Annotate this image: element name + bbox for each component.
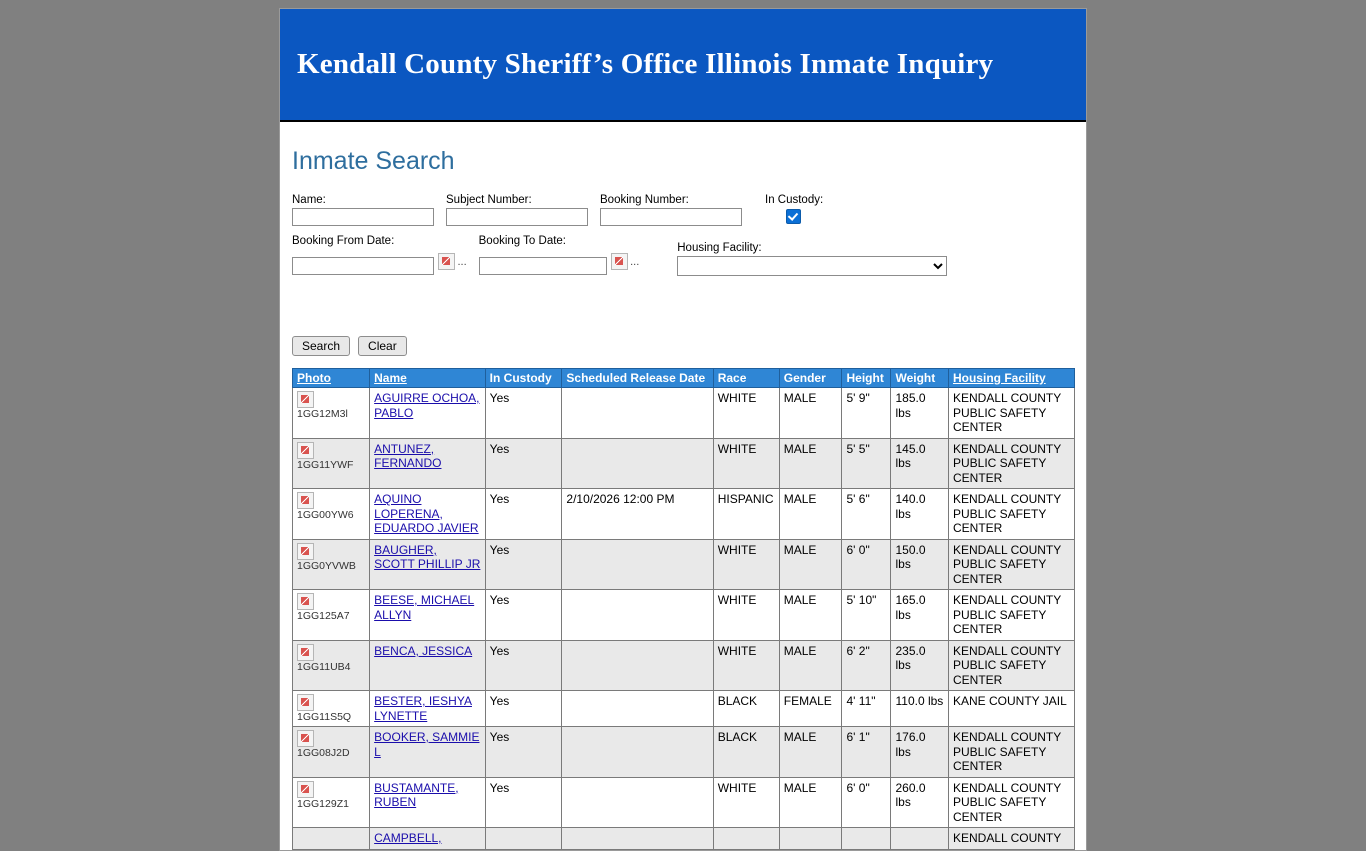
cell-weight: 165.0 lbs: [891, 590, 949, 641]
inmate-name-link[interactable]: AQUINO LOPERENA, EDUARDO JAVIER: [374, 492, 479, 535]
cell-release-date: [562, 777, 713, 828]
table-row: [293, 489, 1075, 540]
booking-from-date-label: Booking From Date:: [292, 235, 395, 247]
cell-photo: [293, 438, 370, 489]
booking-from-date-input[interactable]: [292, 257, 434, 275]
cell-name: [370, 438, 486, 489]
cell-facility: KENDALL COUNTY PUBLIC SAFETY CENTER: [948, 590, 1074, 641]
cell-race: HISPANIC: [713, 489, 779, 540]
cell-gender: MALE: [779, 777, 842, 828]
cell-height: 5' 9": [842, 388, 891, 439]
cell-weight: 145.0 lbs: [891, 438, 949, 489]
column-header-photo-label[interactable]: Photo: [297, 371, 331, 385]
cell-race: BLACK: [713, 691, 779, 727]
broken-image-alt-from: ...: [457, 255, 467, 268]
booking-number-field-group: [600, 194, 742, 226]
cell-height: 5' 6": [842, 489, 891, 540]
cell-name: [370, 828, 486, 850]
inmate-results-table: [292, 368, 1075, 850]
cell-release-date: [562, 727, 713, 778]
column-header-height-label: Height: [846, 371, 884, 385]
cell-height: 6' 0": [842, 777, 891, 828]
table-row: [293, 727, 1075, 778]
cell-height: 5' 10": [842, 590, 891, 641]
booking-to-date-input[interactable]: [479, 257, 607, 275]
cell-facility: KENDALL COUNTY PUBLIC SAFETY CENTER: [948, 539, 1074, 590]
name-label: Name:: [292, 194, 326, 206]
cell-gender: MALE: [779, 438, 842, 489]
subject-number-field-group: [446, 194, 588, 226]
cell-release-date: [562, 388, 713, 439]
cell-in-custody: Yes: [485, 388, 562, 439]
cell-photo: [293, 489, 370, 540]
broken-image-icon: [297, 391, 314, 408]
in-custody-label: In Custody:: [765, 194, 824, 206]
column-header-weight-label: Weight: [895, 371, 936, 385]
inmate-name-link[interactable]: BESTER, IESHYA LYNETTE: [374, 694, 472, 723]
cell-gender: MALE: [779, 590, 842, 641]
in-custody-checkbox[interactable]: [786, 209, 801, 224]
cell-photo: [293, 539, 370, 590]
cell-race: BLACK: [713, 727, 779, 778]
booking-number-label: Booking Number:: [600, 194, 689, 206]
column-header-race-label: Race: [717, 371, 747, 385]
cell-name: [370, 489, 486, 540]
cell-height: 6' 1": [842, 727, 891, 778]
inmate-photo-broken: [297, 442, 365, 471]
inmate-photo-broken: [297, 593, 365, 622]
cell-name: [370, 777, 486, 828]
inmate-photo-broken: [297, 543, 365, 572]
column-header-name[interactable]: [370, 369, 486, 388]
cell-gender: FEMALE: [779, 691, 842, 727]
cell-in-custody: Yes: [485, 640, 562, 691]
cell-name: [370, 539, 486, 590]
inmate-name-link[interactable]: BOOKER, SAMMIE L: [374, 730, 480, 759]
cell-gender: MALE: [779, 539, 842, 590]
photo-alt-text: 1GG129Z1: [297, 797, 349, 810]
table-header-row: [293, 369, 1075, 388]
inmate-name-link[interactable]: BUSTAMANTE, RUBEN: [374, 780, 459, 809]
inmate-name-link[interactable]: BENCA, JESSICA: [374, 643, 473, 658]
search-form-row-2: [292, 235, 1074, 324]
column-header-gender-label: Gender: [783, 371, 826, 385]
site-banner: [280, 9, 1086, 122]
table-row: [293, 691, 1075, 727]
cell-gender: MALE: [779, 727, 842, 778]
inmate-name-link[interactable]: BEESE, MICHAEL ALLYN: [374, 593, 475, 622]
column-header-race[interactable]: [713, 369, 779, 388]
inmate-photo-broken: [297, 391, 365, 420]
clear-button[interactable]: Clear: [358, 336, 407, 356]
name-input[interactable]: [292, 208, 434, 226]
cell-release-date: [562, 828, 713, 850]
cell-photo: [293, 828, 370, 850]
photo-alt-text: 1GG11UB4: [297, 660, 351, 673]
booking-to-date-label: Booking To Date:: [478, 235, 566, 247]
cell-in-custody: Yes: [485, 489, 562, 540]
table-row: [293, 828, 1075, 850]
inmate-photo-broken: [297, 781, 365, 810]
column-header-height[interactable]: [842, 369, 891, 388]
cell-gender: MALE: [779, 640, 842, 691]
cell-photo: [293, 691, 370, 727]
cell-release-date: [562, 691, 713, 727]
search-button[interactable]: Search: [292, 336, 350, 356]
table-row: [293, 777, 1075, 828]
column-header-gender[interactable]: [779, 369, 842, 388]
cell-facility: KANE COUNTY JAIL: [948, 691, 1074, 727]
inmate-name-link[interactable]: CAMPBELL,: [374, 831, 442, 845]
cell-height: [842, 828, 891, 850]
column-header-in-custody[interactable]: [485, 369, 562, 388]
cell-height: 6' 0": [842, 539, 891, 590]
name-field-group: [292, 194, 434, 226]
cell-gender: MALE: [779, 388, 842, 439]
photo-alt-text: 1GG11S5Q: [297, 711, 352, 723]
page-title: Kendall County Sheriff’s Office Illinois Inmate Inquiry: [297, 48, 994, 80]
column-header-release-label: Scheduled Release Date: [566, 371, 706, 385]
column-header-in-custody-label: In Custody: [489, 371, 552, 385]
table-row: [293, 590, 1075, 641]
housing-facility-select[interactable]: [677, 256, 947, 276]
cell-in-custody: Yes: [485, 539, 562, 590]
inmate-name-link[interactable]: AGUIRRE OCHOA, PABLO: [374, 391, 480, 420]
broken-image-icon: [297, 492, 314, 509]
cell-weight: 235.0 lbs: [891, 640, 949, 691]
broken-image-icon: [297, 543, 314, 560]
cell-facility: KENDALL COUNTY PUBLIC SAFETY CENTER: [948, 388, 1074, 439]
cell-photo: [293, 388, 370, 439]
cell-photo: [293, 777, 370, 828]
booking-number-input[interactable]: [600, 208, 742, 226]
cell-release-date: [562, 539, 713, 590]
photo-alt-text: 1GG12M3l: [297, 408, 348, 420]
table-row: [293, 640, 1075, 691]
cell-in-custody: Yes: [485, 727, 562, 778]
calendar-icon-to[interactable]: [611, 253, 639, 270]
cell-weight: 176.0 lbs: [891, 727, 949, 778]
housing-facility-group: [677, 242, 947, 324]
cell-in-custody: [485, 828, 562, 850]
cell-name: [370, 691, 486, 727]
cell-race: WHITE: [713, 777, 779, 828]
inmate-photo-broken: [297, 492, 365, 521]
cell-release-date: 2/10/2026 12:00 PM: [562, 489, 713, 540]
table-row: [293, 438, 1075, 489]
cell-name: [370, 727, 486, 778]
cell-facility: KENDALL COUNTY PUBLIC SAFETY CENTER: [948, 438, 1074, 489]
cell-photo: [293, 640, 370, 691]
cell-weight: 140.0 lbs: [891, 489, 949, 540]
broken-image-icon: [297, 781, 314, 798]
subject-number-input[interactable]: [446, 208, 588, 226]
cell-photo: [293, 590, 370, 641]
cell-race: [713, 828, 779, 850]
cell-weight: 150.0 lbs: [891, 539, 949, 590]
calendar-icon-from[interactable]: [438, 253, 466, 270]
broken-image-icon: [297, 593, 314, 610]
cell-in-custody: Yes: [485, 590, 562, 641]
booking-from-date-group: [292, 235, 467, 275]
cell-gender: MALE: [779, 489, 842, 540]
photo-alt-text: 1GG08J2D: [297, 747, 350, 759]
cell-release-date: [562, 590, 713, 641]
cell-release-date: [562, 640, 713, 691]
cell-gender: [779, 828, 842, 850]
cell-facility: KENDALL COUNTY PUBLIC SAFETY CENTER: [948, 640, 1074, 691]
cell-in-custody: Yes: [485, 691, 562, 727]
cell-height: 4' 11": [842, 691, 891, 727]
cell-facility: KENDALL COUNTY: [948, 828, 1074, 850]
cell-race: WHITE: [713, 590, 779, 641]
form-buttons: [292, 336, 1074, 356]
inmate-photo-broken: [297, 694, 365, 723]
column-header-scheduled-release-date[interactable]: [562, 369, 713, 388]
cell-facility: KENDALL COUNTY PUBLIC SAFETY CENTER: [948, 727, 1074, 778]
subject-number-label: Subject Number:: [446, 194, 532, 206]
broken-image-icon: [611, 253, 628, 270]
broken-image-icon: [297, 730, 314, 747]
cell-weight: 260.0 lbs: [891, 777, 949, 828]
column-header-photo[interactable]: [293, 369, 370, 388]
column-header-housing-facility[interactable]: [948, 369, 1074, 388]
inmate-name-link[interactable]: BAUGHER, SCOTT PHILLIP JR: [374, 542, 481, 571]
cell-weight: 110.0 lbs: [891, 691, 949, 727]
photo-alt-text: 1GG125A7: [297, 610, 350, 622]
inmate-photo-broken: [297, 730, 365, 759]
table-row: [293, 539, 1075, 590]
cell-race: WHITE: [713, 388, 779, 439]
housing-facility-label: Housing Facility:: [677, 242, 762, 254]
cell-in-custody: Yes: [485, 777, 562, 828]
cell-height: 6' 2": [842, 640, 891, 691]
broken-image-icon: [438, 253, 455, 270]
broken-image-alt-to: ...: [630, 255, 640, 268]
column-header-weight[interactable]: [891, 369, 949, 388]
section-title: Inmate Search: [292, 147, 455, 175]
table-row: [293, 388, 1075, 439]
inmate-name-link[interactable]: ANTUNEZ, FERNANDO: [374, 441, 442, 470]
inmate-photo-broken: [297, 644, 365, 673]
cell-facility: KENDALL COUNTY PUBLIC SAFETY CENTER: [948, 777, 1074, 828]
photo-alt-text: 1GG00YW6: [297, 509, 354, 521]
cell-height: 5' 5": [842, 438, 891, 489]
cell-race: WHITE: [713, 539, 779, 590]
cell-weight: [891, 828, 949, 850]
page-content: [280, 122, 1086, 850]
column-header-facility-label[interactable]: Housing Facility: [952, 371, 1046, 385]
cell-name: [370, 640, 486, 691]
column-header-name-label[interactable]: Name: [374, 371, 407, 385]
photo-alt-text: 1GG11YWF: [297, 458, 354, 471]
cell-race: WHITE: [713, 640, 779, 691]
cell-facility: KENDALL COUNTY PUBLIC SAFETY CENTER: [948, 489, 1074, 540]
photo-alt-text: 1GG0YVWB: [297, 559, 356, 572]
cell-name: [370, 388, 486, 439]
broken-image-icon: [297, 694, 314, 711]
search-form-row-1: [292, 194, 1074, 226]
cell-weight: 185.0 lbs: [891, 388, 949, 439]
booking-to-date-group: [479, 235, 640, 275]
inmate-inquiry-page: [279, 8, 1087, 851]
cell-photo: [293, 727, 370, 778]
cell-release-date: [562, 438, 713, 489]
broken-image-icon: [297, 442, 314, 459]
broken-image-icon: [297, 644, 314, 661]
cell-race: WHITE: [713, 438, 779, 489]
in-custody-group: [765, 194, 823, 224]
cell-name: [370, 590, 486, 641]
cell-in-custody: Yes: [485, 438, 562, 489]
